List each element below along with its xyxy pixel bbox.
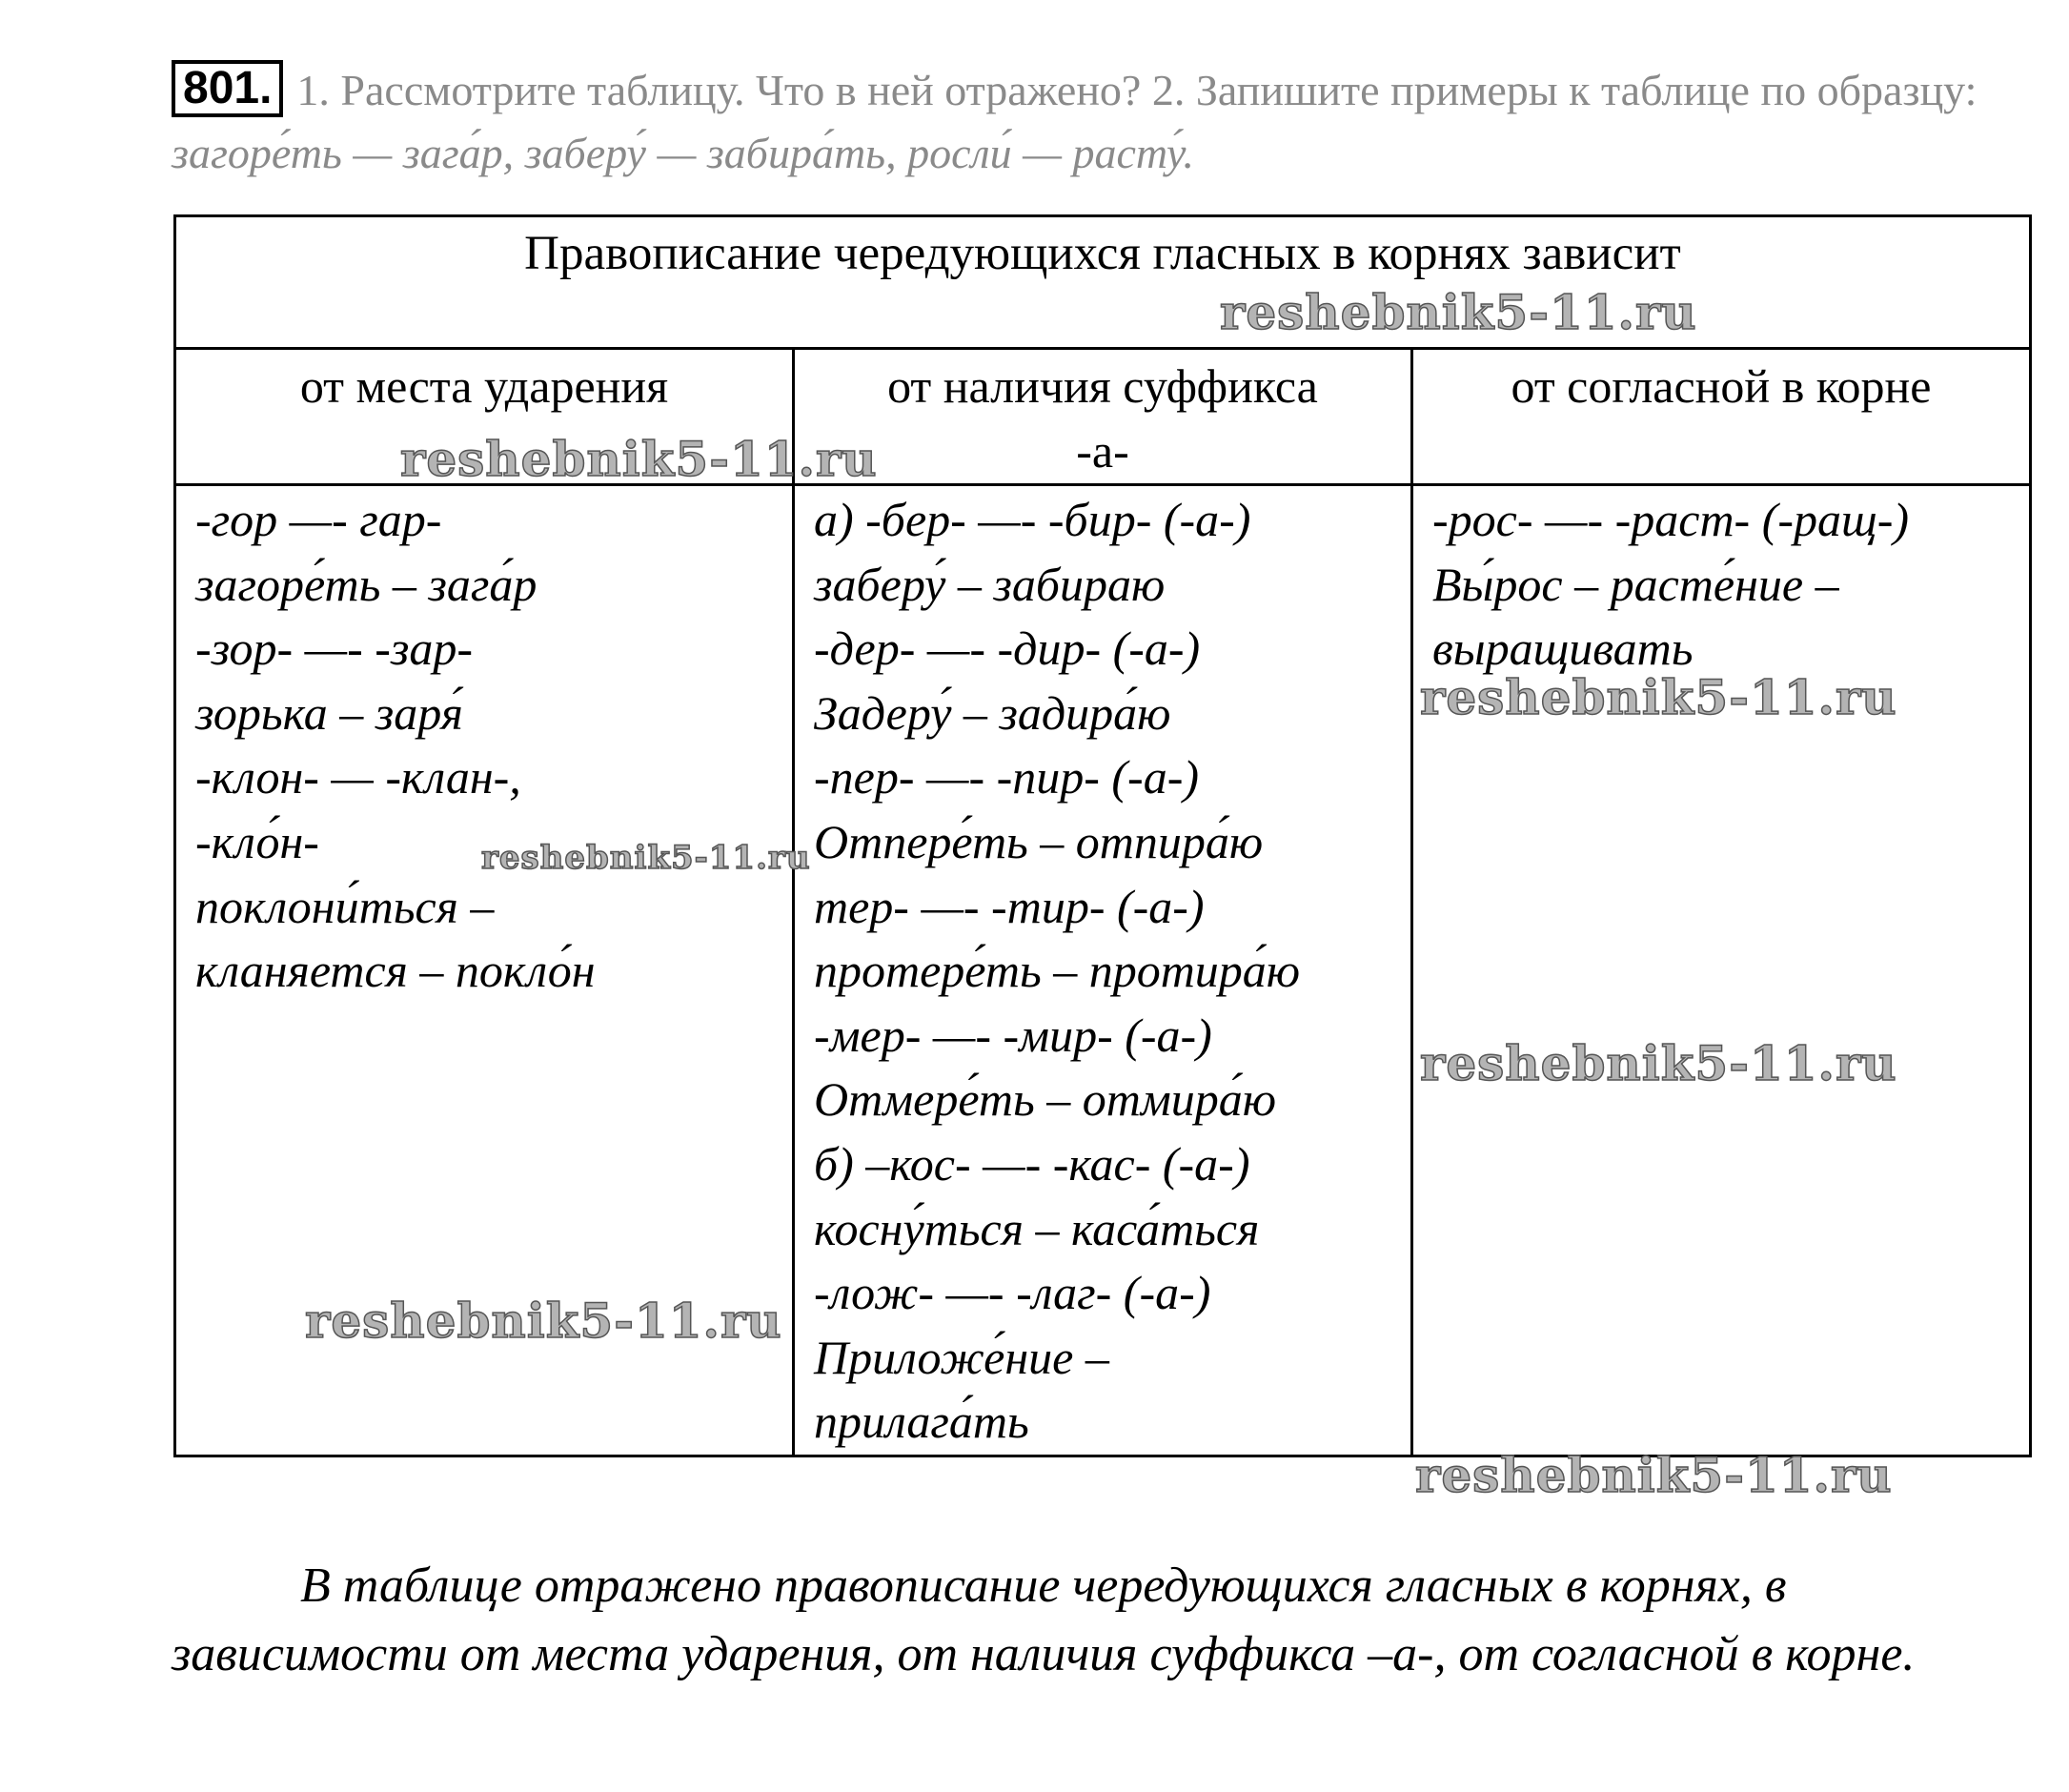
table-line: б) –кос- —- -кас- (-а-): [814, 1136, 1250, 1191]
table-line: Задеру́ – задира́ю: [814, 685, 1171, 740]
table-line: -мер- —- -мир- (-а-): [814, 1008, 1212, 1062]
column-header-line: от наличия суффикса: [887, 359, 1318, 413]
table-line: загоре́ть – зага́р: [195, 557, 538, 611]
table-line: Приложе́ние –: [814, 1330, 1109, 1384]
table-line: -рос- —- -раст- (-ращ-): [1432, 493, 1910, 546]
task-instruction: 1. Рассмотрите таблицу. Что в ней отражено? 2. Запишите примеры к таблице по образцу:: [296, 66, 1978, 114]
rules-table: [173, 214, 2032, 1457]
table-line: поклони́ться –: [195, 879, 495, 933]
column-header-line: от места ударения: [299, 359, 669, 413]
watermark: reshebnik5-11.ru: [1420, 1035, 1897, 1091]
table-line: Вы́рос – расте́ние –: [1432, 557, 1839, 611]
watermark: reshebnik5-11.ru: [1415, 1447, 1893, 1503]
table-line: Отпере́ть – отпира́ю: [814, 814, 1264, 868]
task-number: 801.: [172, 60, 283, 117]
column-header-suffix: [794, 349, 1412, 485]
task-text: [172, 59, 1982, 185]
table-line: -лож- —- -лаг- (-а-): [814, 1266, 1211, 1320]
table-line: тер- —- -тир- (-а-): [814, 879, 1205, 933]
table-line: зорька – заря́: [195, 685, 463, 740]
table-line: прилага́ть: [814, 1395, 1029, 1449]
column-body-suffix: [794, 485, 1412, 1456]
table-line: -гор —- гар-: [195, 493, 442, 546]
column-body-consonant: [1412, 485, 2031, 1456]
table-line: протере́ть – протира́ю: [814, 944, 1301, 998]
table-line: -клон- — -клан-,: [195, 750, 521, 804]
watermark: reshebnik5-11.ru: [1220, 284, 1697, 340]
table-line: -кло́н-: [195, 814, 319, 868]
table-line: а) -бер- —- -бир- (-а-): [814, 493, 1251, 546]
table-line: кланяется – покло́н: [195, 944, 596, 998]
watermark: reshebnik5-11.ru: [481, 839, 811, 877]
table-line: -дер- —- -дир- (-а-): [814, 621, 1201, 676]
table-line: -зор- —- -зар-: [195, 621, 474, 676]
task-examples: загоре́ть — зага́р, заберу́ — забира́ть, росли́ — расту́.: [172, 129, 1194, 177]
table-line: Отмере́ть – отмира́ю: [814, 1072, 1276, 1127]
column-header-line: -а-: [1076, 424, 1129, 478]
table-line: косну́ться – каса́ться: [814, 1201, 1260, 1255]
watermark: reshebnik5-11.ru: [400, 431, 878, 487]
watermark: reshebnik5-11.ru: [305, 1293, 782, 1349]
table-line: выращивать: [1432, 621, 1694, 676]
column-header-consonant: [1412, 349, 2031, 485]
watermark: reshebnik5-11.ru: [1420, 669, 1897, 725]
column-header-line: от согласной в корне: [1511, 359, 1932, 413]
answer-text: В таблице отражено правописание чередующихся гласных в корнях, в зависимости от места ударения, от наличия суффикса –а-, от согласной в корне.: [172, 1558, 1916, 1681]
table-line: заберу́ – забираю: [814, 557, 1166, 611]
table-line: -пер- —- -пир- (-а-): [814, 750, 1200, 804]
table-title: Правописание чередующихся гласных в корнях зависит: [175, 216, 2031, 349]
